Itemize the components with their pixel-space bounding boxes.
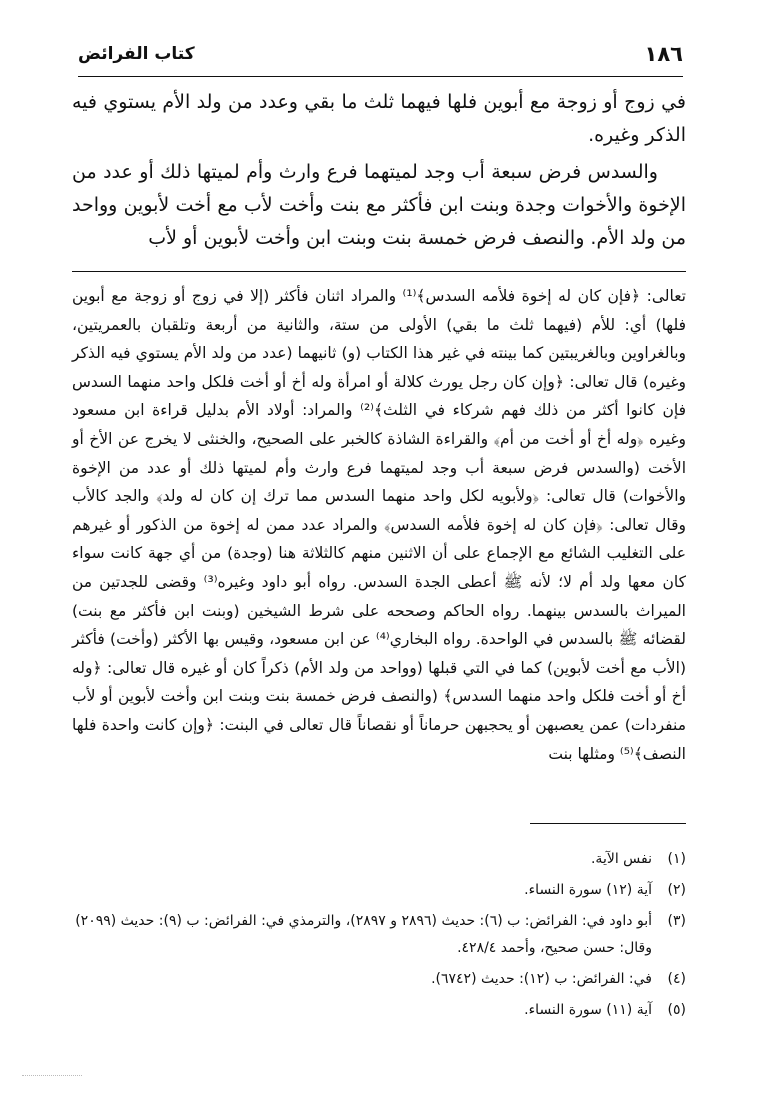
footnote-item (72, 997, 686, 1024)
main-text-paragraph-2: والسدس فرض سبعة أب وجد لميتهما فرع وارث وأم لميتها ذلك أو عدد من الإخوة والأخوات وجدة وبنت ابن فأكثر مع بنت وأخت لأب مع أخت لأبوين وواحد من ولد الأم. والنصف فرض خمسة بنت وبنت ابن وأخت لأبوين أو لأب (72, 161, 686, 249)
footnote-number: (٥) (667, 1002, 686, 1018)
footnote-text: في: الفرائض: ب (١٢): حديث (٦٧٤٢). (431, 971, 652, 987)
scan-artifact (22, 1075, 82, 1076)
footnote-number: (٣) (667, 913, 686, 929)
footnote-item (72, 908, 686, 962)
page-number: ١٨٦ (644, 42, 683, 66)
main-text-paragraph-1: في زوج أو زوجة مع أبوين فلها فيهما ثلث ما بقي وعدد من ولد الأم يستوي فيه الذكر وغيره. (72, 91, 686, 146)
commentary-text (72, 282, 686, 768)
footnote-item (72, 846, 686, 873)
footnote-text: آية (١٢) سورة النساء. (524, 882, 652, 898)
page-header (78, 40, 683, 70)
main-text (72, 86, 686, 255)
footnote-text: نفس الآية. (590, 851, 652, 867)
footnotes (72, 846, 686, 1028)
footnote-text: أبو داود في: الفرائض: ب (٦): حديث (٢٨٩٦ و ٢٨٩٧)، والترمذي في: الفرائض: ب (٩): حديث (٢٠٩٩) وقال: حسن صحيح، وأحمد ٤٢٨/٤. (75, 913, 652, 956)
footnote-number: (٤) (667, 971, 686, 987)
running-title: كتاب الفرائض (78, 44, 195, 64)
footnote-number: (٢) (667, 882, 686, 898)
header-divider (78, 76, 683, 77)
footnote-text: آية (١١) سورة النساء. (524, 1002, 652, 1018)
footnote-divider (530, 823, 686, 824)
footnote-item (72, 966, 686, 993)
footnote-number: (١) (667, 851, 686, 867)
text-commentary-divider (72, 271, 686, 272)
commentary-paragraph: تعالى: ﴿فإن كان له إخوة فلأمه السدس﴾⁽¹⁾ والمراد اثنان فأكثر (إلا في زوج أو زوجة مع أبوين فلها) أي: للأم (فيهما ثلث ما بقي) الأولى من ستة، والثانية من أربعة وتلقبان بالعمريتين، وبالغراوين وبالغريبتين كما بينته في غير هذا الكتاب (و) ثانيهما (عدد من ولد الأم يستوي فيه الذكر وغيره) قال تعالى: ﴿وإن كان رجل يورث كلالة أو امرأة وله أخ أو أخت فلكل واحد منهما السدس فإن كانوا أكثر من ذلك فهم شركاء في الثلث﴾⁽²⁾ والمراد: أولاد الأم بدليل قراءة ابن مسعود وغيره ﴿وله أخ أو أخت من أم﴾ والقراءة الشاذة كالخبر على الصحيح، والخنثى لا يخرج عن الأخ أو الأخت (والسدس فرض سبعة أب وجد لميتهما فرع وارث وأم لميتها ذلك أو عدد من الإخوة والأخوات) قال تعالى: ﴿ولأبويه لكل واحد منهما السدس مما ترك إن كان له ولد﴾ والجد كالأب وقال تعالى: ﴿فإن كان له إخوة فلأمه السدس﴾ والمراد عدد ممن له إخوة من الذكور أو غيرهم على التغليب الشائع مع الإجماع على أن الاثنين منهم كالثلاثة هنا (وجدة) من أي جهة كانت سواء كان معها ولد أم لا؛ لأنه ﷺ أعطى الجدة السدس. رواه أبو داود وغيره⁽³⁾ وقضى للجدتين من الميراث بالسدس بينهما. رواه الحاكم وصححه على شرط الشيخين (وبنت ابن فأكثر مع بنت) لقضائه ﷺ بالسدس في الواحدة. رواه البخاري⁽⁴⁾ عن ابن مسعود، وقيس بها الأكثر (وأخت) فأكثر (الأب مع أخت لأبوين) كما في التي قبلها (وواحد من ولد الأم) ذكراً كان أو غيره قال تعالى: ﴿وله أخ أو أخت فلكل واحد منهما السدس﴾ (والنصف فرض خمسة بنت وبنت ابن وأخت لأبوين أو لأب منفردات) عمن يعصبهن أو يحجبهن حرماناً أو نقصاناً قال تعالى في البنت: ﴿وإن كانت واحدة فلها النصف﴾⁽⁵⁾ ومثلها بنت (72, 287, 687, 763)
footnote-item (72, 877, 686, 904)
